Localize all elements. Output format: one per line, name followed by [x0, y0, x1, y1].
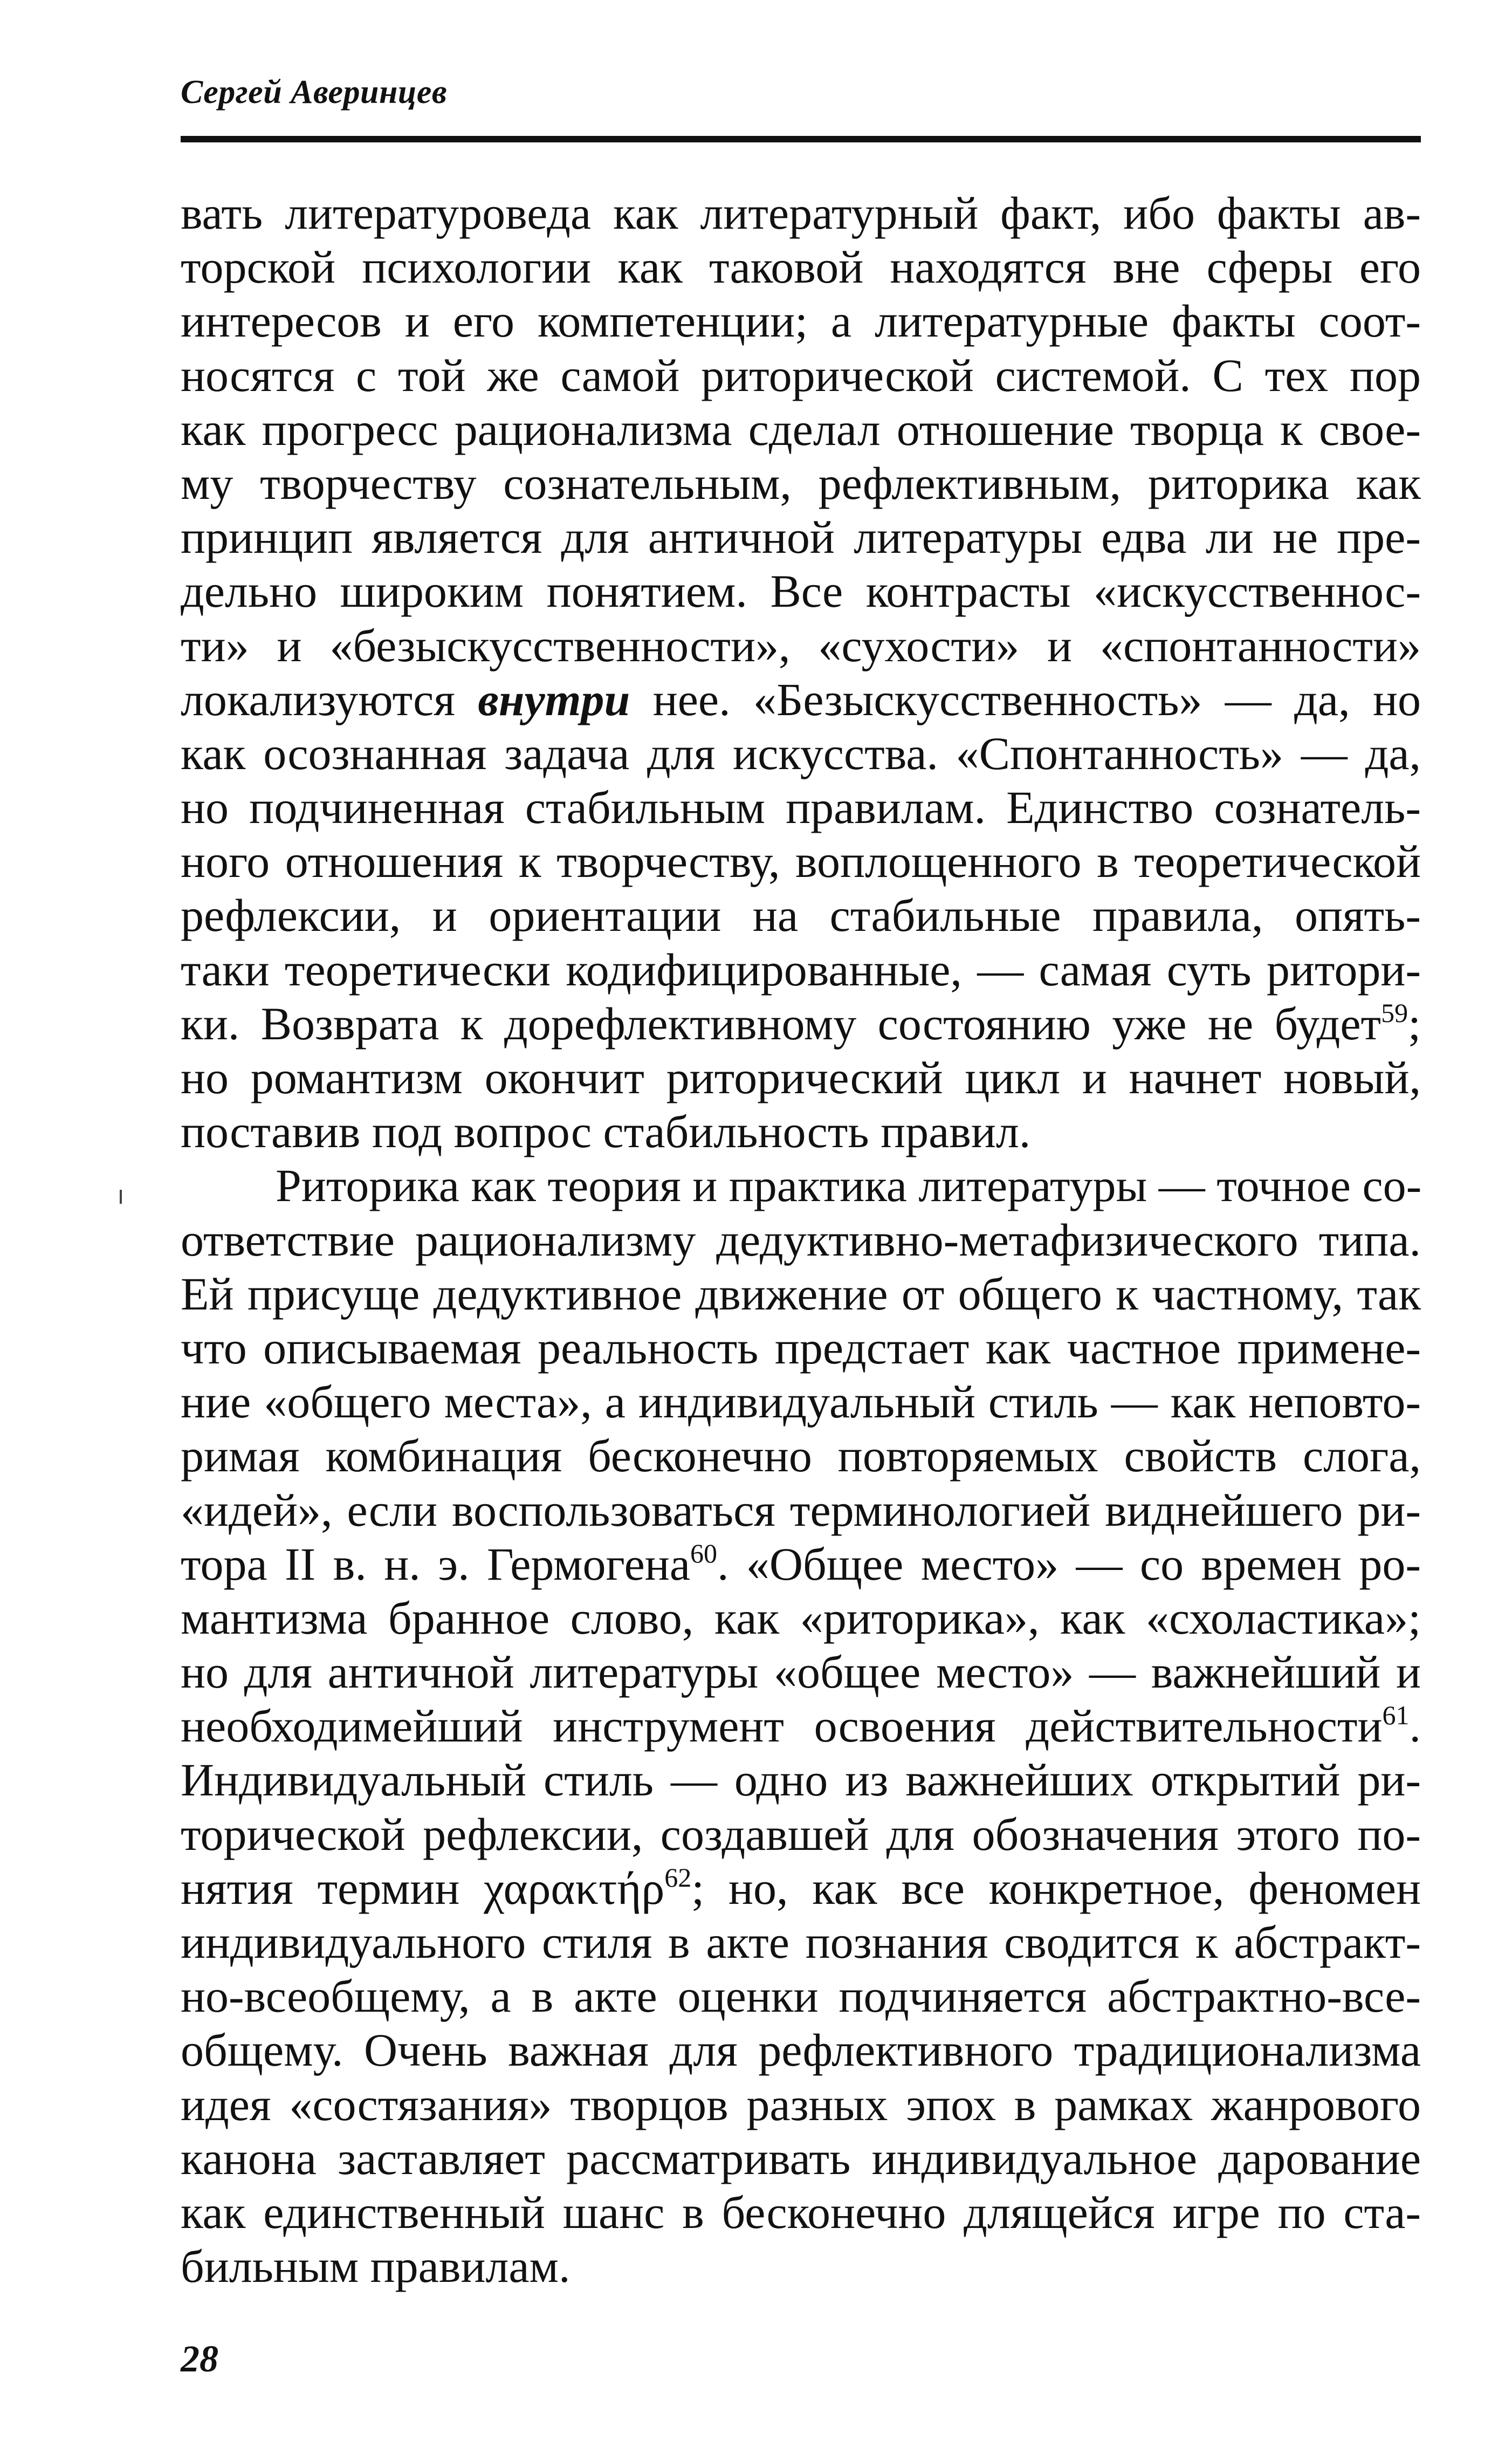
text-line: «идей», если воспользоваться терминологией виднейшего ри- — [181, 1484, 1421, 1536]
text-line: идея «состязания» творцов разных эпох в рамках жанрового — [181, 2078, 1421, 2130]
text-line: римая комбинация бесконечно повторяемых свойств слога, — [181, 1430, 1421, 1482]
paragraph-2 — [181, 1158, 1421, 2293]
text-run: . — [1409, 1700, 1421, 1752]
text-line: но для античной литературы «общее место» — важнейший и — [181, 1646, 1421, 1698]
emphasis-word: внутри — [478, 673, 630, 725]
text-line: дельно широким понятием. Все контрасты «искусственнос- — [181, 565, 1421, 618]
text-line: интересов и его компетенции; а литературные факты соот- — [181, 295, 1421, 347]
text-run: ; но, как все конкретное, феномен — [691, 1862, 1421, 1914]
text-run: . «Общее место» — со времен ро- — [717, 1538, 1421, 1590]
text-run: локализуются — [181, 673, 478, 725]
text-line: торической рефлексии, создавшей для обозначения этого по- — [181, 1808, 1421, 1860]
text-line — [181, 1537, 1421, 1591]
text-line: Ей присуще дедуктивное движение от общего к частному, так — [181, 1267, 1421, 1320]
text-run: тора II в. н. э. Гермогена — [181, 1538, 690, 1590]
text-run: нее. «Безыскусственность» — да, но — [630, 673, 1421, 725]
footnote-ref-62[interactable]: 62 — [664, 1862, 692, 1893]
text-line: Индивидуальный стиль — одно из важнейших открытий ри- — [181, 1754, 1421, 1806]
text-line: как осознанная задача для искусства. «Спонтанность» — да, — [181, 727, 1421, 779]
footnote-ref-61[interactable]: 61 — [1382, 1700, 1410, 1731]
paragraph-1 — [181, 186, 1421, 1158]
text-line: носятся с той же самой риторической системой. С тех пор — [181, 349, 1421, 401]
margin-mark — [120, 1190, 122, 1204]
text-line: Риторика как теория и практика литературы — точное со- — [276, 1160, 1422, 1212]
text-line: но подчиненная стабильным правилам. Единство сознатель- — [181, 781, 1421, 834]
header-rule — [181, 136, 1421, 142]
text-line: общему. Очень важная для рефлективного традиционализма — [181, 2024, 1421, 2076]
text-line: му творчеству сознательным, рефлективным, риторика как — [181, 457, 1421, 509]
text-line — [181, 997, 1421, 1051]
text-line — [181, 673, 1421, 726]
text-line — [181, 1699, 1421, 1753]
text-line: мантизма бранное слово, как «риторика», как «схоластика»; — [181, 1592, 1421, 1644]
text-line: как прогресс рационализма сделал отношение творца к свое- — [181, 403, 1421, 455]
page-number: 28 — [181, 2339, 218, 2380]
footnote-ref-59[interactable]: 59 — [1381, 997, 1408, 1028]
text-run: ки. Возврата к дорефлективному состоянию уже не будет — [181, 997, 1382, 1050]
text-line: принцип является для античной литературы едва ли не пре- — [181, 511, 1421, 564]
text-line: поставив под вопрос стабильность правил. — [181, 1106, 1031, 1158]
text-line: ние «общего места», а индивидуальный стиль — как неповто- — [181, 1376, 1421, 1428]
text-line: но романтизм окончит риторический цикл и начнет новый, — [181, 1052, 1421, 1103]
text-line: как единственный шанс в бесконечно длящейся игре по ста- — [181, 2186, 1421, 2238]
text-line — [181, 1861, 1421, 1915]
text-line: ти» и «безыскусственности», «сухости» и «спонтанности» — [181, 619, 1421, 671]
text-line: но-всеобщему, а в акте оценки подчиняется абстрактно-все- — [181, 1970, 1421, 2022]
text-line: что описываемая реальность предстает как частное примене- — [181, 1321, 1421, 1374]
text-line: бильным правилам. — [181, 2240, 571, 2293]
text-line: торской психологии как таковой находятся вне сферы его — [181, 241, 1421, 293]
text-line: таки теоретически кодифицированные, — самая суть ритори- — [181, 943, 1421, 996]
text-line: канона заставляет рассматривать индивидуальное дарование — [181, 2132, 1421, 2184]
text-line: вать литературоведа как литературный факт, ибо факты ав- — [181, 187, 1421, 239]
running-head-author: Сергей Аверинцев — [181, 74, 448, 111]
text-run: необходимейший инструмент освоения действительности — [181, 1700, 1383, 1752]
text-line: ного отношения к творчеству, воплощенного в теоретической — [181, 835, 1421, 888]
footnote-ref-60[interactable]: 60 — [690, 1538, 717, 1568]
text-run: нятия термин χαρακτήρ — [181, 1862, 665, 1914]
text-run: ; — [1408, 997, 1421, 1050]
text-line: индивидуального стиля в акте познания сводится к абстракт- — [181, 1916, 1421, 1968]
text-line: ответствие рационализму дедуктивно-метафизического типа. — [181, 1213, 1421, 1266]
body-text — [181, 186, 1421, 2293]
text-line: рефлексии, и ориентации на стабильные правила, опять- — [181, 889, 1421, 942]
